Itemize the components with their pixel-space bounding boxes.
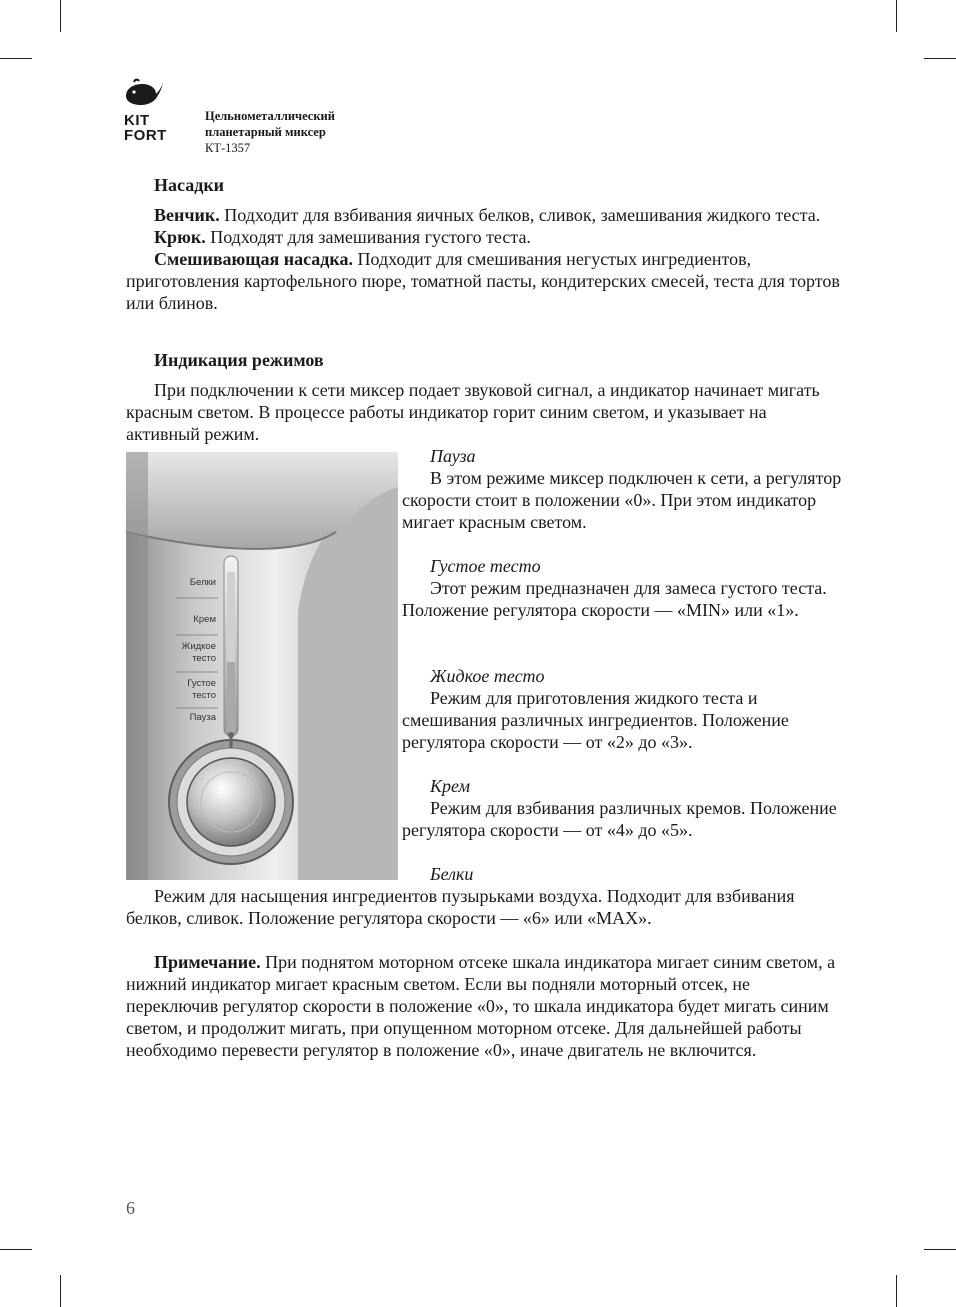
brand-name (124, 113, 192, 143)
attachments-heading: Насадки (154, 175, 225, 195)
mode-title: Крем (430, 776, 470, 796)
brand-line-2: FORT (124, 127, 167, 144)
mixer-indicator-photo (126, 452, 398, 880)
attachment-text: Подходят для замешивания густого теста. (205, 227, 531, 247)
modes-section (126, 349, 842, 445)
mode-text: Режим для взбивания различных кремов. Положение регулятора скорости — от «4» до «5». (402, 798, 837, 840)
note-term: Примечание. (154, 952, 261, 972)
modes-heading: Индикация режимов (154, 350, 324, 370)
attachment-hook (126, 226, 842, 248)
mode-text: В этом режиме миксер подключен к сети, а регулятор скорости стоит в положении «0». При этом индикатор мигает красным светом. (402, 468, 842, 532)
attachments-section (126, 174, 842, 314)
product-title (205, 108, 335, 156)
mode-text: Режим для приготовления жидкого теста и смешивания различных ингредиентов. Положение регулятора скорости — от «2» до «3». (402, 688, 789, 752)
attachment-term: Смешивающая насадка. (154, 249, 354, 269)
attachment-term: Венчик. (154, 205, 220, 225)
crop-mark (896, 1275, 897, 1307)
attachment-text: Подходит для взбивания яичных белков, сливок, замешивания жидкого теста. (219, 205, 821, 225)
mode-cream (402, 775, 842, 841)
label-liquid-2: тесто (192, 653, 216, 664)
mode-whites (126, 885, 842, 929)
product-line-2: планетарный миксер (205, 125, 326, 139)
crop-mark (60, 0, 61, 32)
mode-text: Этот режим предназначен для замеса густого теста. Положение регулятора скорости — «MIN» или «1». (402, 578, 827, 620)
mode-thick-dough (402, 555, 842, 621)
brand-logo (124, 78, 192, 143)
crop-mark (0, 58, 32, 59)
mode-title: Белки (430, 864, 474, 884)
label-whites: Белки (189, 577, 216, 588)
label-thick-1: Густое (187, 678, 216, 689)
crop-mark (896, 0, 897, 32)
crop-mark (0, 1249, 32, 1250)
mode-pause (402, 445, 842, 533)
label-cream: Крем (193, 614, 216, 625)
modes-intro: При подключении к сети миксер подает звуковой сигнал, а индикатор начинает мигать красным светом. В процессе работы индикатор горит синим светом, и указывает на активный режим. (126, 380, 820, 444)
crop-mark (924, 58, 956, 59)
mode-title: Пауза (430, 446, 476, 466)
crop-mark (924, 1249, 956, 1250)
label-thick-2: тесто (192, 690, 216, 701)
page-number: 6 (126, 1198, 135, 1218)
note-text: При поднятом моторном отсеке шкала индикатора мигает синим светом, а нижний индикатор мигает красным светом. Если вы подняли моторный отсек, не переключив регулятор скорости в положение «0», то шкала индикатора будет мигать синим светом, и продолжит мигать, при опущенном моторном отсеке. Для дальнейшей работы необходимо перевести регулятор в положение «0», иначе двигатель не включится. (126, 952, 836, 1060)
brand-line-1: KIT (124, 112, 150, 129)
product-model: КТ-1357 (205, 141, 251, 155)
mode-title: Густое тесто (430, 556, 541, 576)
label-liquid-1: Жидкое (181, 641, 216, 652)
crop-mark (60, 1275, 61, 1307)
whale-icon (124, 78, 164, 106)
mode-liquid-dough (402, 665, 842, 753)
mode-whites-title-block (402, 863, 842, 885)
note-section (126, 951, 842, 1061)
product-line-1: Цельнометаллический (205, 109, 335, 123)
label-pause: Пауза (189, 712, 216, 723)
attachment-text: Подходит для смешивания негустых ингредиентов, приготовления картофельного пюре, томатной пасты, кондитерских смесей, теста для тортов или блинов. (126, 249, 840, 313)
attachment-term: Крюк. (154, 227, 206, 247)
mode-title: Жидкое тесто (430, 666, 545, 686)
mode-text: Режим для насыщения ингредиентов пузырьками воздуха. Подходит для взбивания белков, сливок. Положение регулятора скорости — «6» или «MAX». (126, 886, 795, 928)
attachment-beater (126, 248, 842, 314)
attachment-whisk (126, 204, 842, 226)
